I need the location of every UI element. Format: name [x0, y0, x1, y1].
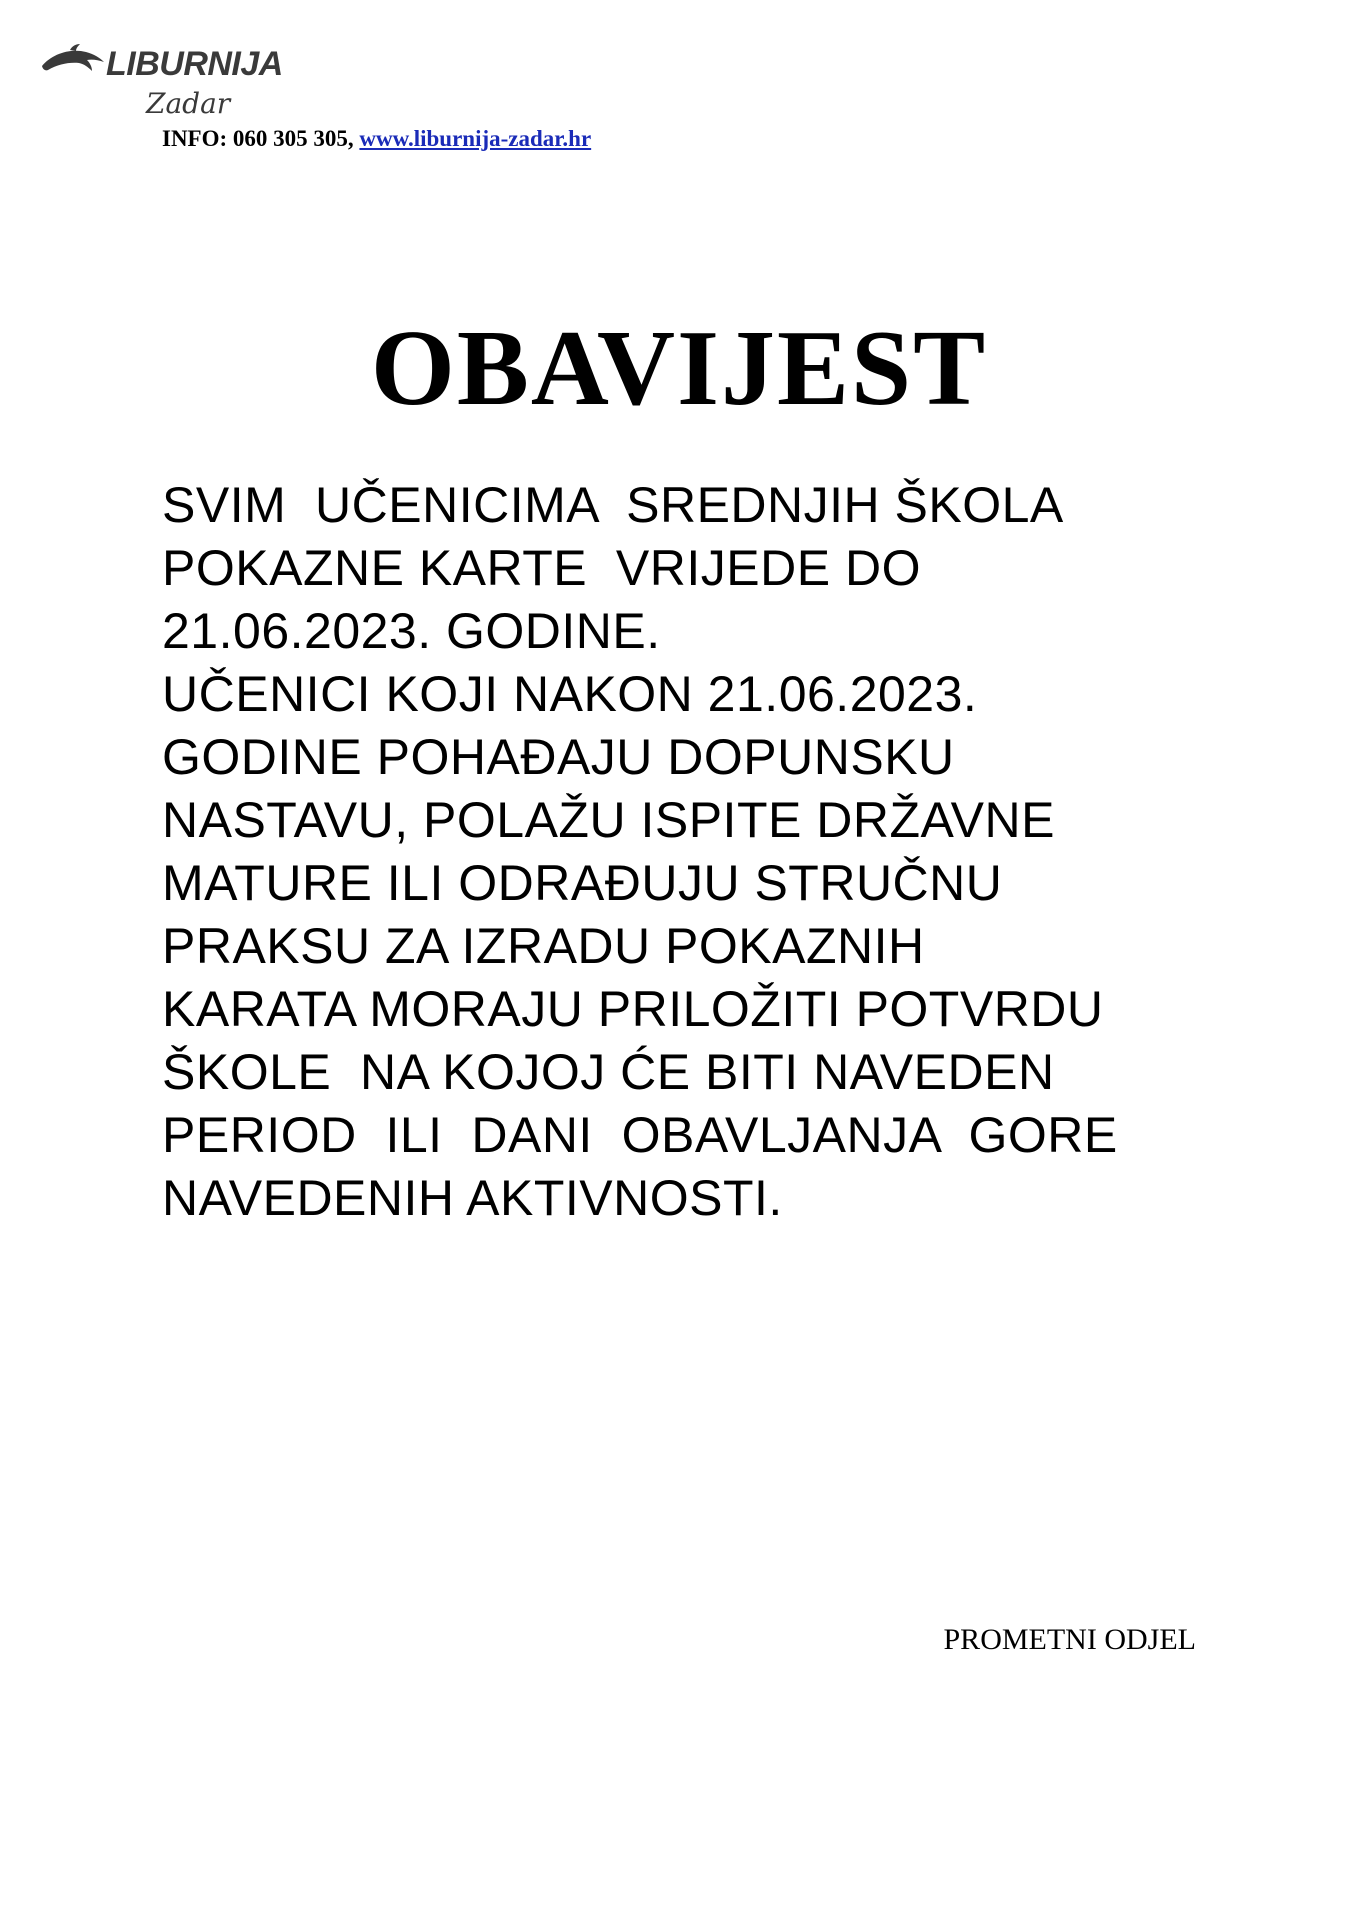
notice-title: OBAVIJEST	[370, 309, 988, 429]
company-logo	[40, 44, 300, 124]
notice-line: 21.06.2023. GODINE.	[162, 603, 661, 659]
dolphin-icon	[40, 44, 106, 84]
notice-line: NASTAVU, POLAŽU ISPITE DRŽAVNE	[162, 792, 1055, 848]
notice-line: PRAKSU ZA IZRADU POKAZNIH	[162, 918, 925, 974]
logo-city: Zadar	[146, 87, 231, 120]
notice-line: POKAZNE KARTE VRIJEDE DO	[162, 540, 921, 596]
notice-body	[162, 474, 1222, 1230]
website-link[interactable]: www.liburnija-zadar.hr	[359, 126, 592, 151]
notice-line: GODINE POHAĐAJU DOPUNSKU	[162, 729, 955, 785]
notice-line: NAVEDENIH AKTIVNOSTI.	[162, 1170, 783, 1226]
notice-line: UČENICI KOJI NAKON 21.06.2023.	[162, 666, 978, 722]
signature: PROMETNI ODJEL	[943, 1623, 1196, 1656]
contact-phone: INFO: 060 305 305,	[162, 126, 360, 151]
notice-line: MATURE ILI ODRAĐUJU STRUČNU	[162, 855, 1003, 911]
notice-line: KARATA MORAJU PRILOŽITI POTVRDU	[162, 981, 1104, 1037]
contact-info	[162, 124, 591, 154]
notice-line: ŠKOLE NA KOJOJ ĆE BITI NAVEDEN	[162, 1044, 1055, 1100]
notice-line: SVIM UČENICIMA SREDNJIH ŠKOLA	[162, 477, 1064, 533]
logo-name: LIBURNIJA	[106, 45, 283, 83]
notice-line: PERIOD ILI DANI OBAVLJANJA GORE	[162, 1107, 1118, 1163]
